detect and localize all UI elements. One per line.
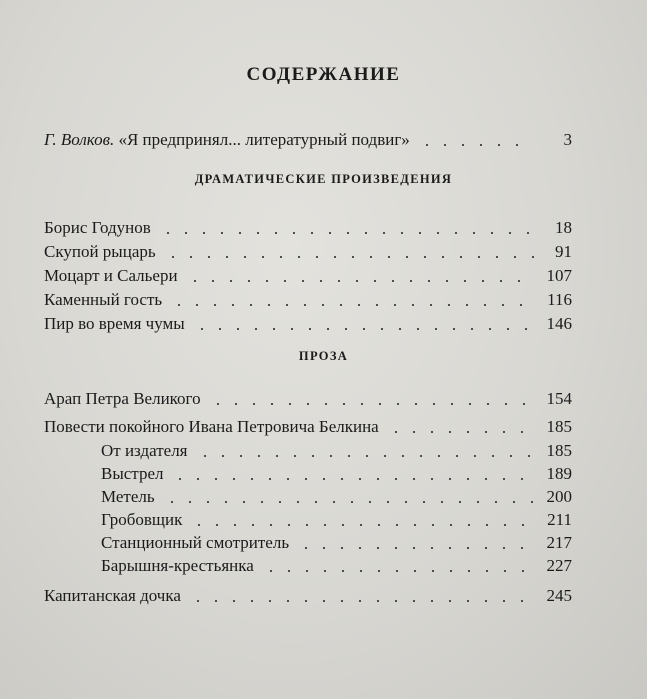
leader-dots	[186, 280, 534, 282]
intro-author: Г. Волков.	[44, 130, 115, 149]
toc-entry	[44, 238, 572, 262]
toc-entry-label: От издателя	[101, 441, 188, 460]
toc-entry-label: Повести покойного Ивана Петровича Белкина	[44, 417, 379, 436]
leader-dots	[189, 600, 534, 602]
toc-subentry	[101, 506, 572, 530]
leader-dots	[196, 455, 535, 457]
toc-page-number: 200	[546, 487, 572, 506]
toc-entry	[44, 385, 572, 409]
toc-subentry	[101, 460, 572, 484]
section-heading-prose: ПРОЗА	[298, 349, 349, 363]
leader-dots	[262, 570, 534, 572]
leader-dots	[170, 304, 534, 306]
leader-dots	[159, 232, 534, 234]
section-heading-drama: ДРАМАТИЧЕСКИЕ ПРОИЗВЕДЕНИЯ	[194, 172, 453, 186]
toc-page-number: 146	[546, 314, 572, 333]
leader-dots	[190, 524, 534, 526]
toc-page-number: 217	[546, 533, 572, 552]
toc-entry-label: Борис Годунов	[44, 218, 151, 237]
leader-dots	[193, 328, 534, 330]
page-title: СОДЕРЖАНИЕ	[246, 64, 401, 85]
toc-entry-label: Метель	[101, 487, 155, 506]
toc-subentry	[101, 552, 572, 576]
toc-entry	[44, 286, 572, 310]
toc-entry-intro	[44, 126, 572, 150]
toc-page-number: 3	[563, 130, 572, 149]
leader-dots	[171, 478, 534, 480]
toc-entry-label: Капитанская дочка	[44, 586, 181, 605]
toc-entry-label: Станционный смотритель	[101, 533, 290, 552]
toc-page-number: 227	[546, 556, 572, 575]
toc-page-number: 18	[555, 218, 572, 237]
toc-page-number: 154	[546, 389, 572, 408]
toc-entry-label	[44, 130, 410, 150]
toc-page-number: 185	[546, 441, 572, 460]
leader-dots	[163, 501, 534, 503]
toc-page-number: 185	[546, 417, 572, 436]
toc-entry-label: Моцарт и Сальери	[44, 266, 178, 285]
toc-subentry	[101, 483, 572, 507]
toc-subentry	[101, 437, 572, 461]
leader-dots	[297, 547, 534, 549]
toc-entry	[44, 582, 572, 606]
toc-entry-label: Каменный гость	[44, 290, 163, 309]
toc-page-number: 107	[546, 266, 572, 285]
leader-dots	[387, 431, 534, 433]
leader-dots	[209, 403, 534, 405]
toc-entry-label: Пир во время чумы	[44, 314, 185, 333]
toc-entry	[44, 413, 572, 437]
toc-entry-label: Скупой рыцарь	[44, 242, 156, 261]
toc-entry-label: Арап Петра Великого	[44, 389, 201, 408]
intro-text: «Я предпринял... литературный подвиг»	[118, 130, 410, 149]
toc-entry	[44, 214, 572, 238]
toc-entry-label: Гробовщик	[101, 510, 183, 529]
toc-entry	[44, 262, 572, 286]
toc-page-number: 189	[546, 464, 572, 483]
toc-entry	[44, 310, 572, 334]
leader-dots	[418, 144, 534, 146]
toc-subentry	[101, 529, 572, 553]
toc-entry-label: Барышня-крестьянка	[101, 556, 254, 575]
toc-page-number: 211	[547, 510, 572, 529]
toc-entry-label: Выстрел	[101, 464, 164, 483]
toc-page-number: 116	[547, 290, 572, 309]
leader-dots	[164, 256, 534, 258]
toc-page-number: 245	[546, 586, 572, 605]
toc-page-number: 91	[555, 242, 572, 261]
